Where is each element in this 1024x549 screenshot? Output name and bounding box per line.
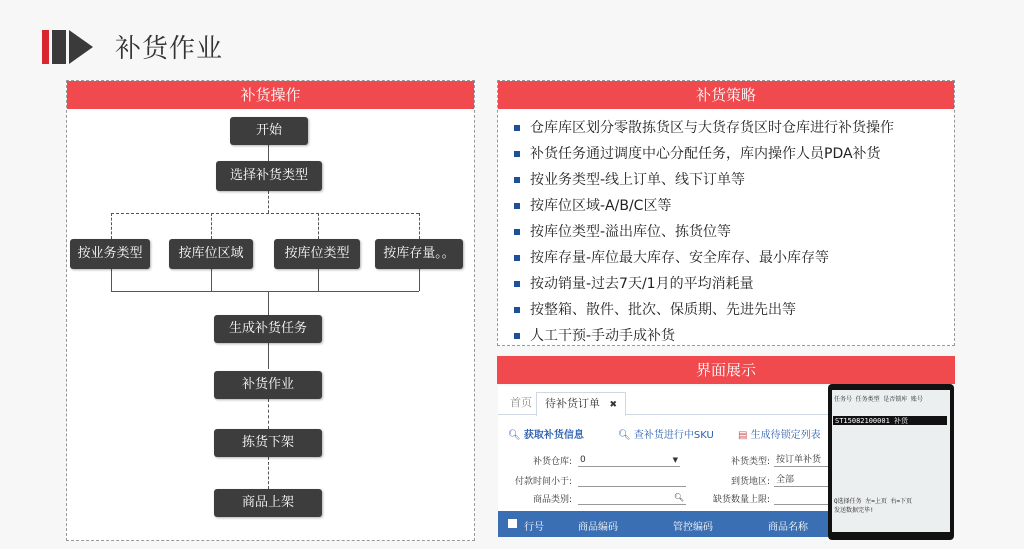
flow-node-operation: 补货作业 bbox=[214, 371, 322, 399]
search-icon[interactable]: 🔍︎ bbox=[673, 493, 684, 502]
connector-line bbox=[419, 269, 420, 291]
flow-node-location-type: 按库位类型 bbox=[274, 239, 360, 269]
pda-header-line: 任务号 任务类型 是否锁库 账号 bbox=[834, 396, 923, 403]
strategy-item: 按库存量-库位最大库存、安全库存、最小库存等 bbox=[508, 245, 894, 271]
page-title: 补货作业 bbox=[115, 34, 224, 64]
select-all-checkbox[interactable] bbox=[508, 519, 517, 528]
flow-node-select-type: 选择补货类型 bbox=[216, 161, 322, 191]
strategy-item: 按业务类型-线上订单、线下订单等 bbox=[508, 167, 894, 193]
pda-taskbar bbox=[832, 516, 950, 532]
pda-device bbox=[828, 384, 954, 540]
type-select[interactable]: 按订单补货 bbox=[774, 454, 832, 467]
warehouse-select[interactable]: 0 ▼ bbox=[580, 455, 678, 465]
flow-panel-header: 补货操作 bbox=[67, 81, 474, 109]
connector-line bbox=[268, 191, 269, 213]
query-sku-button[interactable]: 🔍︎ 查补货进行中SKU bbox=[618, 430, 714, 441]
connector-line bbox=[111, 269, 112, 291]
tab-pending-orders[interactable] bbox=[536, 392, 626, 417]
time-input[interactable] bbox=[578, 474, 686, 487]
column-header[interactable]: 管控编码 bbox=[673, 522, 713, 533]
connector-line bbox=[211, 269, 212, 291]
type-label: 补货类型: bbox=[730, 457, 770, 467]
column-header[interactable]: 行号 bbox=[524, 522, 544, 533]
area-select[interactable]: 全部 bbox=[774, 474, 832, 487]
warehouse-label: 补货仓库: bbox=[532, 457, 572, 467]
limit-label: 缺货数量上限: bbox=[712, 495, 770, 505]
title-marker-dark bbox=[52, 30, 66, 64]
title-bar bbox=[42, 28, 223, 65]
connector-line bbox=[211, 213, 212, 239]
square-bullet-icon bbox=[514, 255, 520, 261]
strategy-item: 仓库库区划分零散拣货区与大货存货区时仓库进行补货操作 bbox=[508, 115, 894, 141]
area-label: 到货地区: bbox=[730, 477, 770, 487]
search-icon: 🔍︎ bbox=[618, 430, 631, 441]
flow-panel bbox=[66, 80, 475, 541]
column-header[interactable]: 商品名称 bbox=[768, 522, 808, 533]
strategy-panel bbox=[497, 80, 955, 346]
strategy-item: 按库位区域-A/B/C区等 bbox=[508, 193, 894, 219]
flow-node-location-area: 按库位区域 bbox=[169, 239, 253, 269]
flow-node-pick-down: 拣货下架 bbox=[214, 429, 322, 457]
connector-line bbox=[318, 269, 319, 291]
flow-node-stock-level: 按库存量。。 bbox=[375, 239, 463, 269]
square-bullet-icon bbox=[514, 229, 520, 235]
pda-status-line: 发送数据完毕! bbox=[834, 507, 874, 514]
title-marker-red bbox=[42, 30, 49, 64]
strategy-item: 补货任务通过调度中心分配任务，库内操作人员PDA补货 bbox=[508, 141, 894, 167]
strategy-list bbox=[508, 115, 894, 349]
ui-panel-header: 界面展示 bbox=[497, 356, 955, 384]
square-bullet-icon bbox=[514, 125, 520, 131]
limit-input[interactable] bbox=[774, 492, 832, 505]
connector-line bbox=[268, 343, 269, 369]
document-icon: ▤ bbox=[738, 430, 748, 441]
strategy-item: 人工干预-手动手成补货 bbox=[508, 323, 894, 349]
strategy-item: 按整箱、散件、批次、保质期、先进先出等 bbox=[508, 297, 894, 323]
connector-line bbox=[111, 213, 419, 214]
square-bullet-icon bbox=[514, 333, 520, 339]
square-bullet-icon bbox=[514, 307, 520, 313]
strategy-item: 按库位类型-溢出库位、拣货位等 bbox=[508, 219, 894, 245]
square-bullet-icon bbox=[514, 203, 520, 209]
title-marker-arrow bbox=[69, 30, 93, 64]
tab-home[interactable]: 首页 bbox=[510, 396, 532, 409]
square-bullet-icon bbox=[514, 151, 520, 157]
tab-label: 待补货订单 bbox=[545, 397, 600, 410]
generate-list-button[interactable]: ▤ 生成待锁定列表 bbox=[738, 430, 821, 441]
table-header bbox=[498, 511, 828, 537]
pda-footer-line: Q选择任务 左=上页 右=下页 bbox=[834, 498, 913, 505]
flow-node-business-type: 按业务类型 bbox=[70, 239, 150, 269]
tab-bar bbox=[498, 386, 828, 415]
connector-line bbox=[268, 457, 269, 489]
connector-line bbox=[111, 291, 419, 292]
search-icon: 🔍︎ bbox=[508, 430, 521, 441]
strategy-item: 按动销量-过去7天/1月的平均消耗量 bbox=[508, 271, 894, 297]
dropdown-arrow-icon: ▼ bbox=[672, 456, 678, 464]
strategy-panel-header: 补货策略 bbox=[498, 81, 954, 109]
flow-node-generate-task: 生成补货任务 bbox=[214, 315, 322, 343]
pda-screen bbox=[832, 390, 950, 516]
time-label: 付款时间小于: bbox=[514, 477, 572, 487]
connector-line bbox=[111, 213, 112, 239]
connector-line bbox=[268, 145, 269, 161]
category-label: 商品类别: bbox=[532, 495, 572, 505]
connector-line bbox=[268, 291, 269, 315]
pda-selected-row[interactable]: ST15082100001 补货 bbox=[833, 416, 947, 425]
flow-node-shelve-up: 商品上架 bbox=[214, 489, 322, 517]
connector-line bbox=[419, 213, 420, 239]
connector-line bbox=[268, 399, 269, 429]
column-header[interactable]: 商品编码 bbox=[578, 522, 618, 533]
close-icon[interactable]: ✖ bbox=[609, 400, 618, 410]
category-input[interactable] bbox=[578, 492, 686, 505]
flow-node-start: 开始 bbox=[230, 117, 308, 145]
square-bullet-icon bbox=[514, 177, 520, 183]
action-bar bbox=[498, 422, 828, 444]
square-bullet-icon bbox=[514, 281, 520, 287]
connector-line bbox=[318, 213, 319, 239]
fetch-button[interactable]: 🔍︎ 获取补货信息 bbox=[508, 430, 584, 441]
